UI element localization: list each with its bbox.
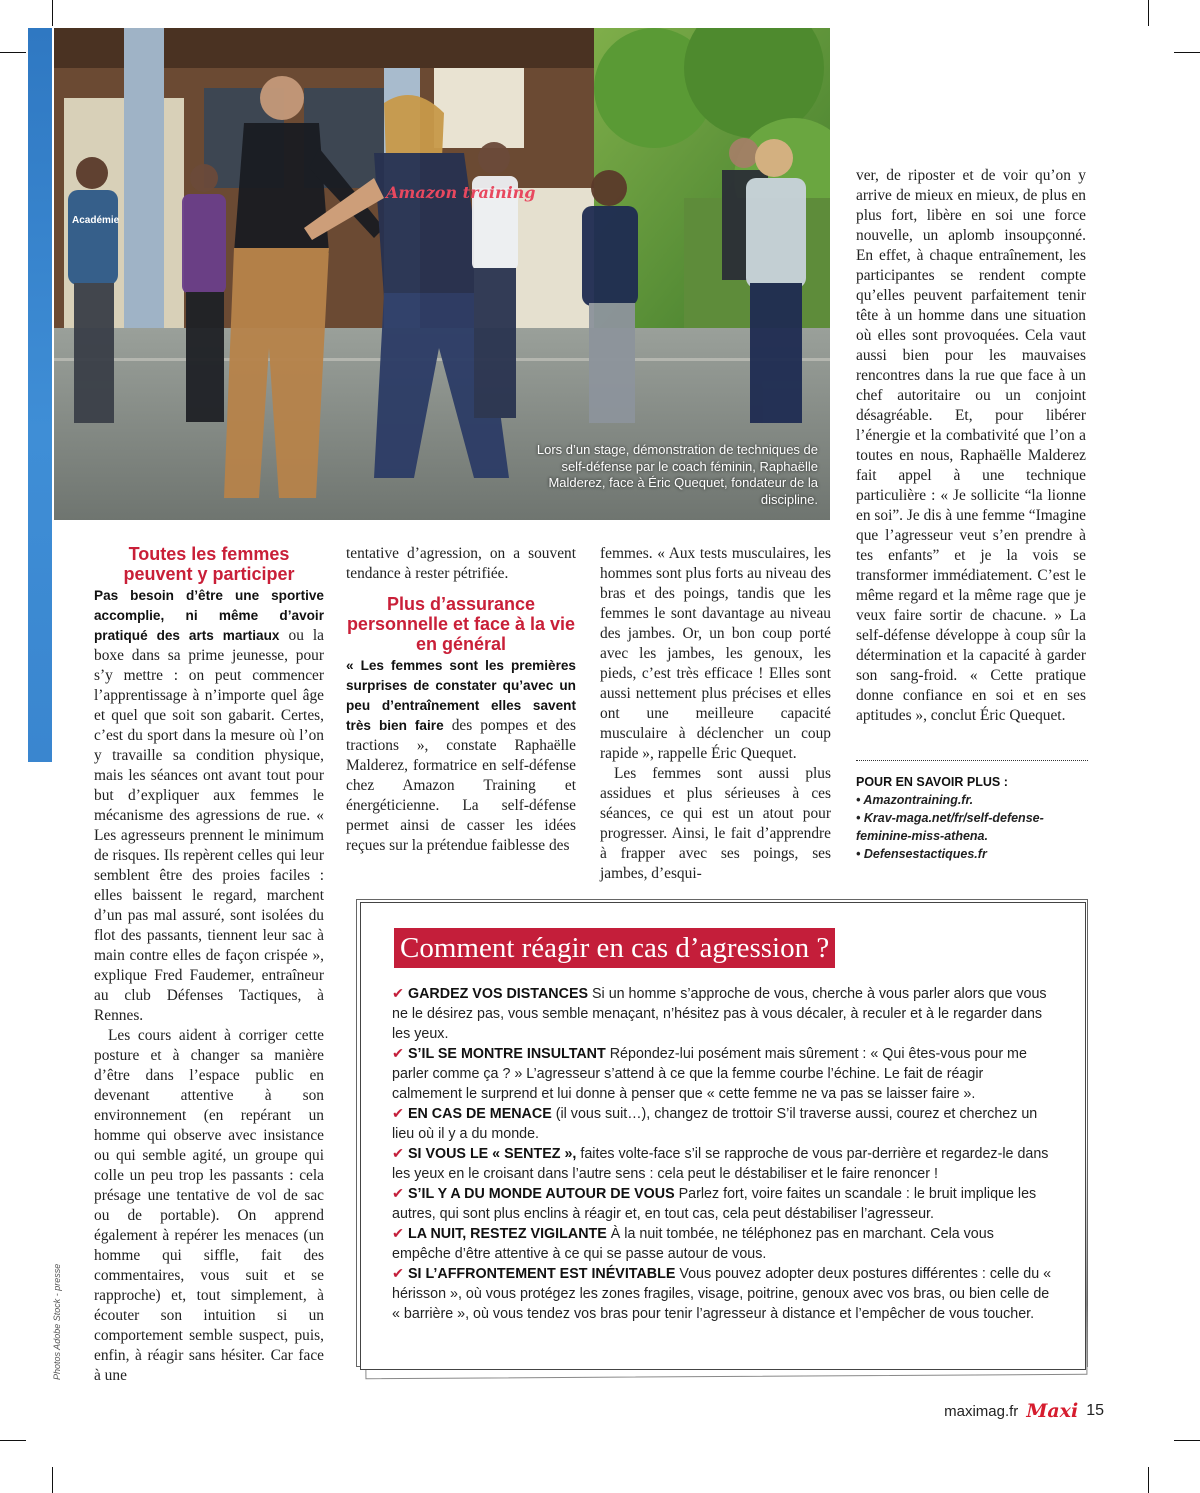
tip-heading: EN CAS DE MENACE — [407, 1106, 552, 1122]
sidebar-color-bar — [28, 28, 52, 762]
article-column-4 — [856, 166, 1086, 726]
paragraph: ver, de riposter et de voir qu’on y arrive de mieux en mieux, de plus en plus fort, libère en soi une force nouvelle, un aplomb insoupçonné. En effet, à chaque entraînement, les participantes se rendent compte qu’elles peuvent parfaitement tenir tête à un homme dans une situation où elles sont provoquées. Cela vaut aussi bien pour les mauvaises rencontres dans la rue que face à un chef autoritaire ou un conjoint désagréable. Et, pour libérer l’énergie et la combativité que l’on a toutes en nous, Raphaëlle Malderez fait appel à une technique particulière : « Je sollicite “la lionne en soi”. Je dis à une femme “Imagine que l’agresseur veut s’en prendre à tes enfants” et je la vois se transformer immédiatement. C’est le même regard et la même rage que je veux faire sortir de chacune. » La self-défense développe à coup sûr la détermination et la capacité à garder son sang-froid. « Cette pratique donne confiance en soi et en ses aptitudes », conclut Éric Quequet. — [856, 167, 1086, 724]
crop-mark — [1148, 0, 1149, 26]
tip-text: faites volte-face s’il se rapproche de vous par-derrière et regardez-le dans les yeux en le croisant dans l’autre sens : cela peut le déstabiliser et le faire renoncer ! — [392, 1146, 1049, 1182]
tip-item — [392, 1144, 1052, 1184]
tip-item — [392, 984, 1052, 1044]
tip-text: Vous pouvez adopter deux postures différentes : celle du « hérisson », où vous protégez les zones fragiles, visage, poitrine, genoux avec vos bras, ou bien celle de « barrière », où vous tendez vos bras pour tenir l’agresseur à distance et l’empêcher de vous toucher. — [392, 1266, 1052, 1322]
tip-text: Parlez fort, voire faites un scandale : le bruit implique les autres, qui sont plus enclins à réagir et, en tout cas, cela peut déstabiliser l’agresseur. — [392, 1186, 1037, 1222]
tip-item — [392, 1184, 1052, 1224]
paragraph — [346, 656, 576, 856]
paragraph: Les femmes sont aussi plus assidues et plus sérieuses à ces séances, ce qui est un atout pour progresser. Ainsi, le fait d’apprendre à frapper avec ses poings, ses jambes, d’esqui- — [600, 765, 831, 882]
article-column-3 — [600, 544, 831, 884]
more-info-heading: POUR EN SAVOIR PLUS : — [856, 775, 1008, 789]
tip-item — [392, 1264, 1052, 1324]
section-title: Plus d’assurance personnelle et face à la vie en général — [346, 594, 576, 654]
tip-heading: LA NUIT, RESTEZ VIGILANTE — [407, 1226, 607, 1242]
crop-mark — [0, 1440, 26, 1441]
check-icon: ✔ — [392, 1106, 404, 1122]
info-link[interactable]: • Amazontraining.fr. — [856, 793, 974, 807]
crop-mark — [0, 52, 26, 53]
paragraph: Les cours aident à corriger cette posture et à changer sa manière d’être dans l’espace public en devenant attentive à son environnement (en repérant un homme qui observe avec insistance ou qui semble agité, un groupe qui colle un peu trop les passants : cela présage une tentative de vol de sac ou de portable). On apprend également à repérer les menaces (un homme qui siffle, fait des commentaires, vous suit et se rapproche) et, tout simplement, à écouter son intuition si un comportement semble suspect, puis, enfin, à réagir sans hésiter. Car face à une — [94, 1027, 324, 1384]
paragraph: tentative d’agression, on a souvent tendance à rester pétrifiée. — [346, 545, 576, 582]
tip-item — [392, 1224, 1052, 1264]
info-link[interactable]: • Krav-maga.net/fr/self-defense-feminine-miss-athena. — [856, 811, 1044, 843]
shirt-print: Amazon training — [386, 183, 536, 202]
photo-credit: Photos Adobe Stock - presse — [52, 1263, 62, 1380]
tip-heading: S’IL SE MONTRE INSULTANT — [407, 1046, 606, 1062]
tips-list — [392, 984, 1052, 1324]
info-link[interactable]: • Defensestactiques.fr — [856, 847, 987, 861]
check-icon: ✔ — [392, 1226, 404, 1242]
crop-mark — [1174, 1440, 1200, 1441]
more-info-block — [856, 760, 1088, 863]
crop-mark — [1148, 1467, 1149, 1493]
magazine-logo: Maxi — [1026, 1400, 1079, 1422]
tip-text: (il vous suit…), changez de trottoir S’il traverse aussi, courez et cherchez un lieu où il y a du monde. — [392, 1106, 1038, 1142]
tip-heading: SI L’AFFRONTEMENT EST INÉVITABLE — [407, 1266, 676, 1282]
check-icon: ✔ — [392, 1266, 404, 1282]
tip-text: À la nuit tombée, ne téléphonez pas en marchant. Cela vous empêche d’être attentive à ce qui se passe autour de vous. — [392, 1226, 994, 1262]
lead-text: « Les femmes sont les premières surprises de constater qu’avec un peu d’entraînement elles savent très bien faire — [346, 658, 576, 733]
section-title: Toutes les femmes peuvent y participer — [123, 544, 295, 584]
check-icon: ✔ — [392, 1146, 404, 1162]
photo-caption: Lors d’un stage, démonstration de techniques de self-défense par le coach féminin, Raphaëlle Malderez, face à Éric Quequet, fondateur de la discipline. — [536, 442, 818, 507]
crop-mark — [52, 0, 53, 26]
tip-item — [392, 1044, 1052, 1104]
article-column-2 — [346, 544, 576, 856]
check-icon: ✔ — [392, 1186, 404, 1202]
box-title: Comment réagir en cas d’agression ? — [394, 928, 835, 968]
paragraph-text: des pompes et des tractions », constate Raphaëlle Malderez, formatrice en self-défense chez Amazon Training et énergéticienne. La self-défense permet ainsi de casser les idées reçues sur la prétendue faiblesse des — [346, 717, 576, 854]
paragraph — [94, 586, 324, 1026]
paragraph: femmes. « Aux tests musculaires, les hommes sont plus forts au niveau des bras et des poings, tandis que les femmes le sont davantage au niveau des jambes. Or, un bon coup porté avec les jambes, les genoux, les pieds, c’est très efficace ! Elles sont aussi nettement plus précises et elles ont une meilleure capacité musculaire à déclencher un coup rapide », rappelle Éric Quequet. — [600, 545, 831, 762]
tip-text: Répondez-lui posément mais sûrement : « Qui êtes-vous pour me parler comme ça ? » L’agresseur s’attend à ce que la femme courbe l’échine. Le fait de réagir calmement le surprend et lui donne à penser que « cette femme ne va pas se laisser faire ». — [392, 1046, 1027, 1102]
crop-mark — [1174, 52, 1200, 53]
tip-heading: SI VOUS LE « SENTEZ », — [407, 1146, 577, 1162]
check-icon: ✔ — [392, 1046, 404, 1062]
tip-item — [392, 1104, 1052, 1144]
page-footer — [944, 1398, 1104, 1424]
crop-mark — [52, 1467, 53, 1493]
article-photo — [54, 28, 830, 520]
tip-heading: S’IL Y A DU MONDE AUTOUR DE VOUS — [407, 1186, 675, 1202]
paragraph-text: ou la boxe dans sa prime jeunesse, pour s’y mettre : on peut commencer l’apprentissage à n’importe quel âge et quel que soit son gabarit. Certes, c’est du sport dans la mesure où l’on y travaille sa condition physique, mais les séances ont avant tout pour but d’expliquer aux femmes le mécanisme des agressions de rue. « Les agresseurs prennent le minimum de risques. Ils repèrent celles qui leur semblent être des proies faciles : elles baissent le regard, marchent d’un pas mal assuré, sont isolées du flot des passants, tiennent leur sac à main contre elles de façon crispée », explique Fred Faudemer, entraîneur au club Défenses Tactiques, à Rennes. — [94, 627, 325, 1024]
footer-site[interactable]: maximag.fr — [944, 1402, 1019, 1420]
lead-text: Pas besoin d’être une sportive accomplie, ni même d’avoir pratiqué des arts martiaux — [94, 588, 324, 643]
article-column-1 — [94, 544, 324, 1386]
page-number: 15 — [1086, 1402, 1104, 1419]
tip-heading: GARDEZ VOS DISTANCES — [407, 986, 589, 1002]
tip-text: Si un homme s’approche de vous, cherche à vous parler alors que vous ne le désirez pas, vous semble menaçant, n’hésitez pas à vous décaler, à reculer et à le regarder dans les yeux. — [392, 986, 1047, 1042]
check-icon: ✔ — [392, 986, 404, 1002]
shirt-print-left: Académie — [72, 215, 120, 226]
